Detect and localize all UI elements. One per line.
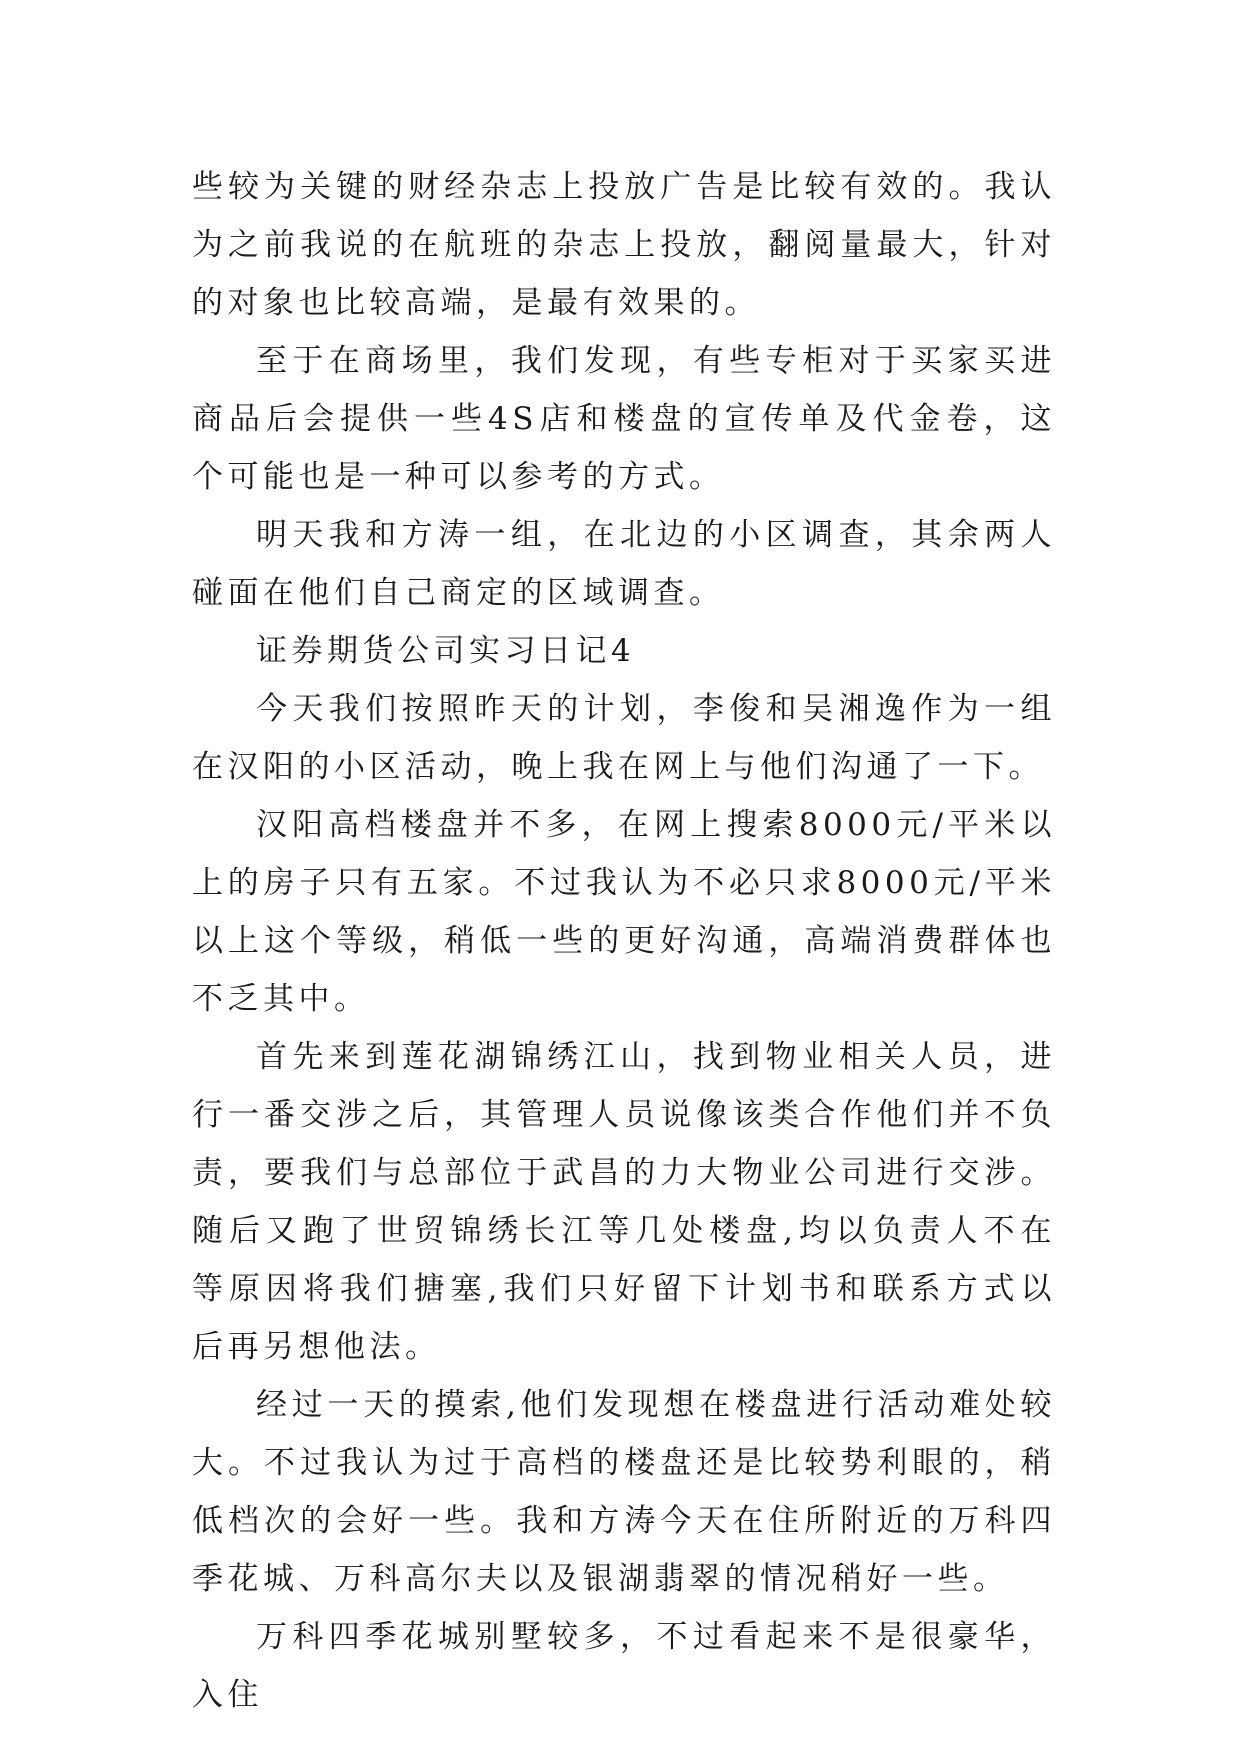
paragraph: 万科四季花城别墅较多，不过看起来不是很豪华，入住 — [192, 1619, 1056, 1713]
paragraph: 今天我们按照昨天的计划，李俊和吴湘逸作为一组在汉阳的小区活动，晚上我在网上与他们沟通了一下。 — [192, 691, 1056, 785]
paragraph: 至于在商场里，我们发现，有些专柜对于买家买进商品后会提供一些4S店和楼盘的宣传单及代金卷，这个可能也是一种可以参考的方式。 — [192, 343, 1056, 495]
document-body — [192, 158, 1056, 1724]
paragraph: 经过一天的摸索,他们发现想在楼盘进行活动难处较大。不过我认为过于高档的楼盘还是比较势利眼的，稍低档次的会好一些。我和方涛今天在住所附近的万科四季花城、万科高尔夫以及银湖翡翠的情况稍好一些。 — [192, 1387, 1056, 1597]
paragraph: 汉阳高档楼盘并不多，在网上搜索8000元/平米以上的房子只有五家。不过我认为不必只求8000元/平米以上这个等级，稍低一些的更好沟通，高端消费群体也不乏其中。 — [192, 807, 1056, 1017]
diary-entry-heading: 证券期货公司实习日记4 — [256, 633, 636, 669]
paragraph: 些较为关键的财经杂志上投放广告是比较有效的。我认为之前我说的在航班的杂志上投放，翻阅量最大，针对的对象也比较高端，是最有效果的。 — [192, 169, 1056, 321]
paragraph: 首先来到莲花湖锦绣江山，找到物业相关人员，进行一番交涉之后，其管理人员说像该类合作他们并不负责，要我们与总部位于武昌的力大物业公司进行交涉。随后又跑了世贸锦绣长江等几处楼盘,均以负责人不在等原因将我们搪塞,我们只好留下计划书和联系方式以后再另想他法。 — [192, 1039, 1056, 1365]
paragraph: 明天我和方涛一组，在北边的小区调查，其余两人碰面在他们自己商定的区域调查。 — [192, 517, 1056, 611]
